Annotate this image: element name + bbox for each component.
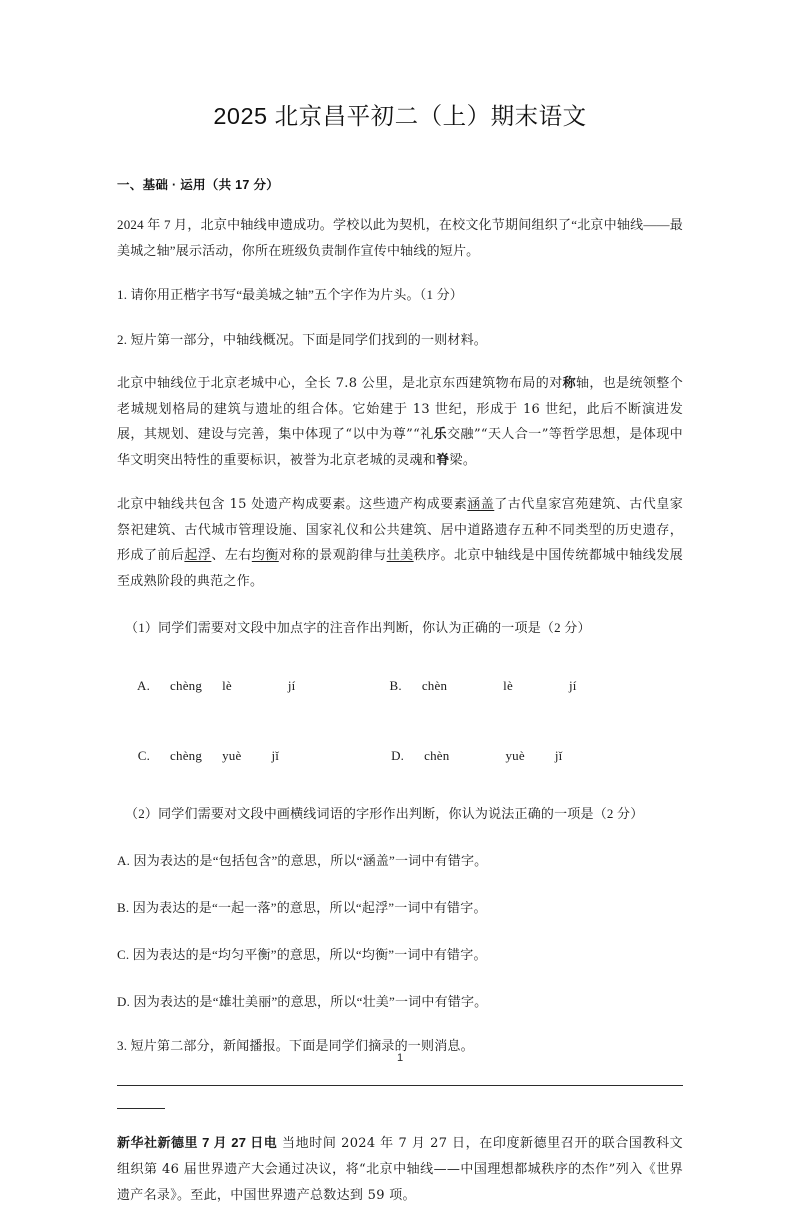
option-c-label[interactable]: C. — [137, 748, 151, 763]
intro-paragraph: 2024 年 7 月，北京中轴线申遗成功。学校以此为契机，在校文化节期间组织了“北京中轴线——最美城之轴”展示活动，你所在班级负责制作宣传中轴线的短片。 — [117, 217, 683, 258]
option-a-pinyin-1: chèng — [170, 678, 203, 693]
underlined-word-junheng: 均衡 — [251, 548, 279, 563]
material2-part5: 秩序。北京中轴线是中国传统都城中轴线发展至成熟阶段的典范之作。 — [117, 548, 683, 589]
option-d-label[interactable]: D. — [391, 748, 405, 763]
emphasized-char-cheng: 称 — [562, 376, 576, 391]
question-2-option-a[interactable]: A. 因为表达的是“包括包含”的意思，所以“涵盖”一词中有错字。 — [117, 853, 488, 868]
option-c-pinyin-3: jǐ — [271, 748, 280, 763]
item-3: 3. 短片第二部分，新闻播报。下面是同学们摘录的一则消息。 — [117, 1038, 474, 1053]
material1-part4: 梁。 — [449, 452, 477, 468]
underlined-word-zhuangmei: 壮美 — [386, 548, 414, 563]
material2-part3: 、左右 — [211, 548, 252, 563]
question-1-options-row-cd — [117, 732, 683, 780]
page-number: 1 — [396, 1052, 404, 1064]
underlined-word-qifu: 起浮 — [184, 548, 212, 563]
option-a-pinyin-2: lè — [222, 678, 232, 693]
option-a-pinyin-3: jí — [287, 678, 296, 693]
material2-part4: 对称的景观韵律与 — [278, 548, 387, 563]
divider-short — [117, 1108, 165, 1109]
news-body: 当地时间 2024 年 7 月 27 日，在印度新德里召开的联合国教科文组织第 46 届世界遗产大会通过决议，将“北京中轴线——中国理想都城秩序的杰作”列入《世界遗产名录》。至此，中国世界遗产总数达到 59 项。 — [117, 1135, 683, 1203]
page-title: 2025 北京昌平初二（上）期末语文 — [213, 103, 587, 129]
material-paragraph-1 — [117, 371, 683, 473]
emphasized-char-yue: 乐 — [433, 427, 448, 442]
option-b-label[interactable]: B. — [389, 678, 402, 693]
material2-part1: 北京中轴线共包含 15 处遗产构成要素。这些遗产构成要素 — [117, 497, 468, 512]
question-1-stem: （1）同学们需要对文段中加点字的注音作出判断，你认为正确的一项是（2 分） — [125, 620, 591, 635]
underlined-word-hangai: 涵盖 — [467, 497, 495, 512]
material1-part1: 北京中轴线位于北京老城中心，全长 7.8 公里，是北京东西建筑物布局的对 — [117, 376, 563, 391]
question-1-options-row-ab — [117, 662, 683, 710]
material-paragraph-2 — [117, 492, 683, 594]
material2-part2: 了古代皇家宫苑建筑、古代皇家祭祀建筑、古代城市管理设施、国家礼仪和公共建筑、居中道路遗存五种不同类型的历史遗存，形成了前后 — [117, 497, 683, 563]
question-2-option-b[interactable]: B. 因为表达的是“一起一落”的意思，所以“起浮”一词中有错字。 — [117, 900, 487, 915]
news-paragraph — [117, 1130, 683, 1209]
option-d-pinyin-2: yuè — [505, 748, 525, 763]
option-a-label[interactable]: A. — [136, 678, 151, 693]
section-heading-basics: 一、基础 · 运用（共 17 分） — [117, 178, 280, 192]
item-1: 1. 请你用正楷字书写“最美城之轴”五个字作为片头。（1 分） — [117, 287, 463, 302]
option-b-pinyin-3: jí — [568, 678, 577, 693]
option-b-pinyin-2: lè — [503, 678, 513, 693]
option-b-pinyin-1: chèn — [421, 678, 448, 693]
option-c-pinyin-1: chèng — [170, 748, 203, 763]
material1-part3: 交融”“天人合一”等哲学思想，是体现中华文明突出特性的重要标识，被誉为北京老城的灵魂和 — [117, 427, 683, 468]
option-d-pinyin-3: jǐ — [554, 748, 563, 763]
option-c-pinyin-2: yuè — [222, 748, 242, 763]
question-2-option-d[interactable]: D. 因为表达的是“雄壮美丽”的意思，所以“壮美”一词中有错字。 — [117, 994, 488, 1009]
option-d-pinyin-1: chèn — [424, 748, 450, 763]
divider-long — [117, 1085, 683, 1086]
material1-part2: 轴，也是统领整个老城规划格局的建筑与遗址的组合体。它始建于 13 世纪，形成于 16 世纪，此后不断演进发展，其规划、建设与完善，集中体现了“以中为尊”“礼 — [117, 376, 683, 442]
page-content — [117, 0, 683, 1222]
emphasized-char-ji: 脊 — [436, 452, 450, 468]
item-2: 2. 短片第一部分，中轴线概况。下面是同学们找到的一则材料。 — [117, 331, 488, 347]
question-2-stem: （2）同学们需要对文段中画横线词语的字形作出判断，你认为说法正确的一项是（2 分） — [125, 806, 644, 821]
question-2-option-c[interactable]: C. 因为表达的是“均匀平衡”的意思，所以“均衡”一词中有错字。 — [117, 947, 487, 962]
news-dateline: 新华社新德里 7 月 27 日电 — [117, 1134, 278, 1150]
